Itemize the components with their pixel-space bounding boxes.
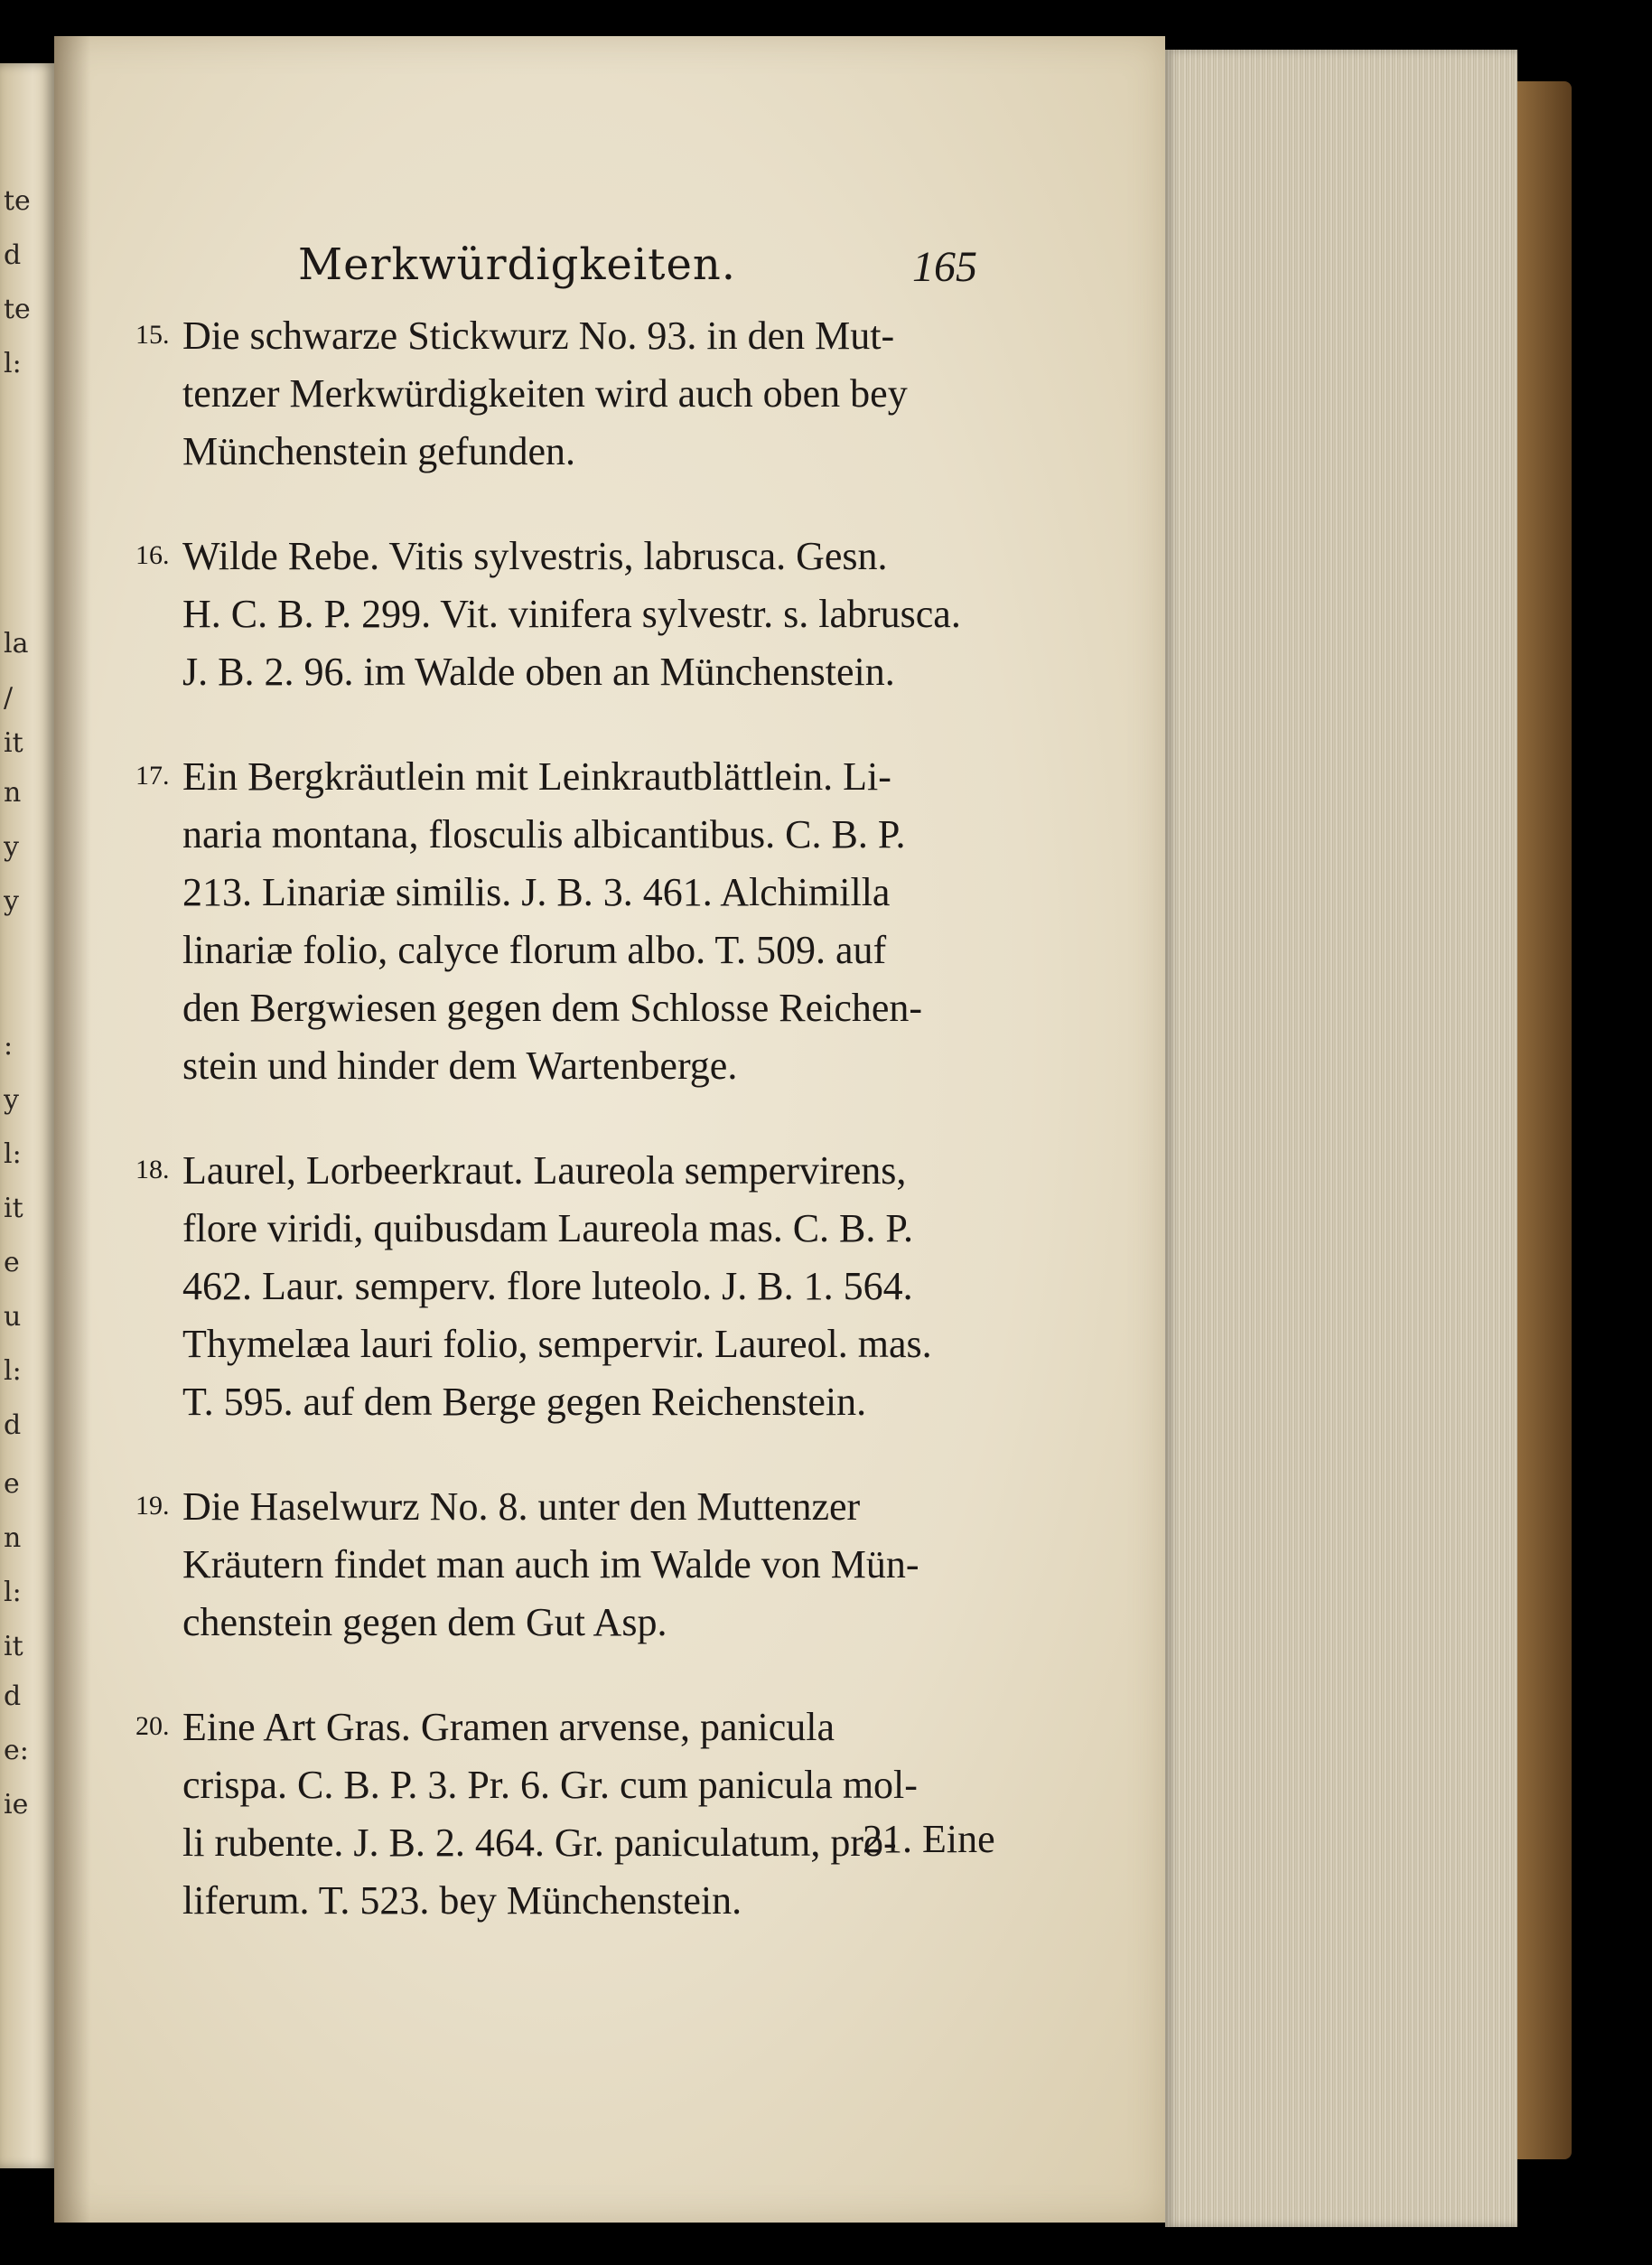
entry-19 (135, 1478, 1021, 1652)
prev-page-fragment: it (4, 727, 23, 759)
text-line: naria montana, flosculis albicantibus. C. B. P. (182, 812, 906, 856)
entry-number: 18. (135, 1155, 170, 1184)
prev-page-fragment: u (4, 1301, 22, 1333)
running-head: Merkwürdigkeiten. (298, 239, 737, 290)
prev-page-fragment: : (4, 1030, 14, 1062)
entry-16 (135, 528, 1021, 701)
text-line: Eine Art Gras. Gramen arvense, panicula (182, 1705, 835, 1749)
entry-list (135, 307, 1021, 1977)
text-line: crispa. C. B. P. 3. Pr. 6. Gr. cum panicula mol- (182, 1763, 918, 1807)
text-line: liferum. T. 523. bey Münchenstein. (182, 1878, 742, 1923)
previous-page-edge (0, 63, 54, 2168)
entry-18 (135, 1142, 1021, 1431)
prev-page-fragment: l: (4, 1355, 22, 1387)
text-line: J. B. 2. 96. im Walde oben an Münchenstein. (182, 650, 895, 694)
text-line: tenzer Merkwürdigkeiten wird auch oben bey (182, 371, 908, 416)
prev-page-fragment: n (4, 1522, 22, 1554)
text-line: stein und hinder dem Wartenberge. (182, 1044, 738, 1088)
prev-page-fragment: e (4, 1247, 20, 1278)
text-line: 213. Linariæ similis. J. B. 3. 461. Alchimilla (182, 870, 891, 914)
entry-number: 19. (135, 1491, 170, 1521)
entry-17 (135, 748, 1021, 1095)
entry-number: 15. (135, 320, 170, 350)
text-line: li rubente. J. B. 2. 464. Gr. paniculatum, pro- (182, 1820, 897, 1865)
entry-text (182, 1478, 1021, 1652)
prev-page-fragment: y (4, 831, 19, 863)
prev-page-fragment: y (4, 1084, 19, 1116)
text-line: Kräutern findet man auch im Walde von Mün- (182, 1542, 919, 1586)
entry-number: 17. (135, 761, 170, 791)
text-line: Die Haselwurz No. 8. unter den Muttenzer (182, 1484, 861, 1529)
text-line: Thymelæa lauri folio, sempervir. Laureol. mas. (182, 1322, 932, 1366)
entry-text (182, 1142, 1021, 1431)
text-line: flore viridi, quibusdam Laureola mas. C. B. P. (182, 1206, 913, 1250)
prev-page-fragment: n (4, 777, 22, 809)
prev-page-fragment: d (4, 1680, 22, 1712)
entry-number: 20. (135, 1711, 170, 1741)
prev-page-fragment: e (4, 1468, 20, 1500)
text-line: Ein Bergkräutlein mit Leinkrautblättlein. Li- (182, 754, 891, 799)
prev-page-fragment: l: (4, 348, 22, 379)
entry-text (182, 1699, 1021, 1930)
prev-page-fragment: e: (4, 1735, 29, 1766)
prev-page-fragment: l: (4, 1138, 22, 1170)
entry-text (182, 307, 1021, 481)
prev-page-fragment: / (4, 682, 14, 714)
prev-page-fragment: d (4, 1409, 22, 1441)
prev-page-fragment: d (4, 239, 22, 271)
entry-20 (135, 1699, 1021, 1930)
prev-page-fragment: la (4, 628, 29, 660)
entry-text (182, 528, 1021, 701)
prev-page-fragment: ie (4, 1789, 29, 1820)
prev-page-fragment: it (4, 1631, 23, 1662)
text-line: H. C. B. P. 299. Vit. vinifera sylvestr. s. labrusca. (182, 592, 961, 636)
book-page (54, 36, 1165, 2223)
prev-page-fragment: l: (4, 1577, 22, 1608)
page-number: 165 (912, 243, 977, 291)
entry-text (182, 748, 1021, 1095)
text-line: Die schwarze Stickwurz No. 93. in den Mut- (182, 314, 895, 358)
catchword: 21. Eine (863, 1817, 995, 1861)
text-line: Laurel, Lorbeerkraut. Laureola sempervirens, (182, 1148, 907, 1193)
text-line: Münchenstein gefunden. (182, 429, 575, 473)
prev-page-fragment: it (4, 1193, 23, 1224)
prev-page-fragment: te (4, 185, 31, 217)
text-line: Wilde Rebe. Vitis sylvestris, labrusca. Gesn. (182, 534, 888, 578)
page-edges (1165, 50, 1517, 2227)
text-line: chenstein gegen dem Gut Asp. (182, 1600, 667, 1644)
entry-number: 16. (135, 540, 170, 570)
entry-15 (135, 307, 1021, 481)
text-line: T. 595. auf dem Berge gegen Reichenstein. (182, 1380, 867, 1424)
text-line: den Bergwiesen gegen dem Schlosse Reichen- (182, 986, 923, 1030)
text-line: linariæ folio, calyce florum albo. T. 509. auf (182, 928, 887, 972)
prev-page-fragment: y (4, 885, 19, 917)
text-line: 462. Laur. semperv. flore luteolo. J. B. 1. 564. (182, 1264, 913, 1308)
prev-page-fragment: te (4, 294, 31, 325)
